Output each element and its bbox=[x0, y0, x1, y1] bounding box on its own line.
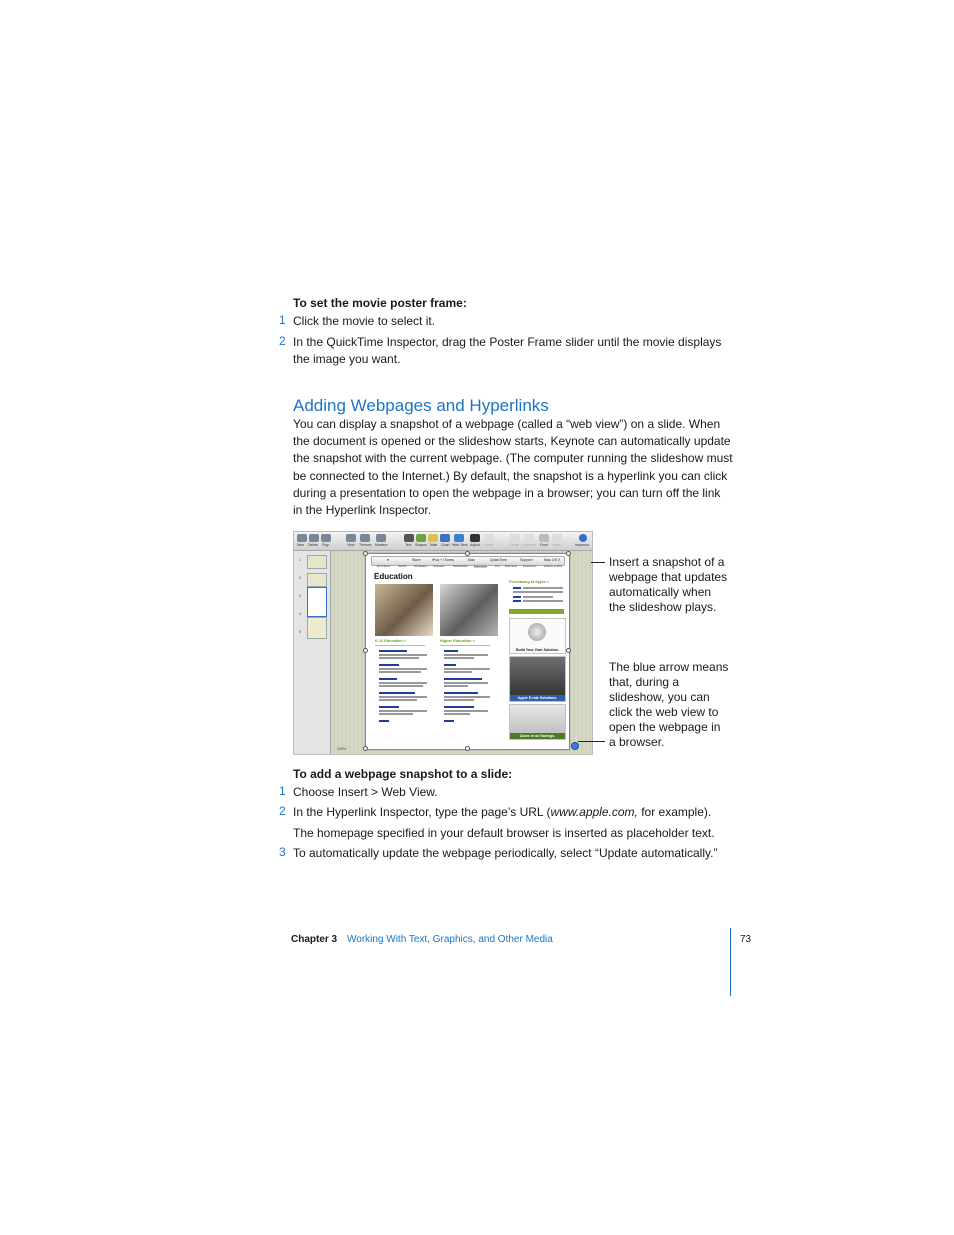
web-text bbox=[444, 699, 474, 701]
toolbar-label: Text bbox=[405, 543, 412, 547]
page-number: 73 bbox=[740, 934, 752, 945]
footer-chapter-title: Working With Text, Graphics, and Other Media bbox=[347, 934, 553, 945]
apple-icon: ● bbox=[387, 558, 390, 562]
new-icon[interactable] bbox=[297, 534, 307, 542]
web-text bbox=[444, 710, 488, 712]
ad-erate[interactable] bbox=[509, 656, 566, 702]
slide-thumbnail[interactable] bbox=[307, 555, 327, 569]
ungroup-icon[interactable] bbox=[524, 534, 534, 542]
k12-heading: K-12 Education > bbox=[375, 639, 406, 643]
nav-tab: Support bbox=[520, 558, 533, 562]
footer-chapter: Chapter 3 bbox=[291, 934, 338, 945]
web-text bbox=[379, 713, 413, 715]
table-icon[interactable] bbox=[428, 534, 438, 542]
group-icon[interactable] bbox=[510, 534, 520, 542]
nav-tab: Mac bbox=[468, 558, 475, 562]
resize-handle[interactable] bbox=[363, 648, 368, 653]
web-link[interactable] bbox=[379, 720, 389, 722]
slide-number: 2 bbox=[299, 575, 302, 580]
delete-icon[interactable] bbox=[309, 534, 319, 542]
subnav-item: Pro bbox=[495, 564, 500, 568]
ad-label: Apple E-rate Solutions. bbox=[510, 695, 565, 701]
step-number: 2 bbox=[279, 804, 286, 818]
ad-label: Build Your Own Solution. bbox=[516, 648, 559, 652]
view-icon[interactable] bbox=[346, 534, 356, 542]
web-text bbox=[444, 696, 490, 698]
mask-icon[interactable] bbox=[484, 534, 494, 542]
web-link[interactable] bbox=[444, 720, 454, 722]
web-text bbox=[444, 682, 488, 684]
web-subnav bbox=[371, 564, 563, 569]
step-note: The homepage specified in your default browser is inserted as placeholder text. bbox=[293, 826, 715, 840]
web-link[interactable] bbox=[513, 596, 521, 598]
ad-label: Zoom in on Savings. bbox=[510, 733, 565, 739]
text-icon[interactable] bbox=[404, 534, 414, 542]
themes-icon[interactable] bbox=[360, 534, 370, 542]
resize-handle[interactable] bbox=[566, 551, 571, 556]
web-text bbox=[444, 654, 488, 656]
web-text bbox=[379, 710, 427, 712]
toolbar-label: Play bbox=[322, 543, 329, 547]
nav-tab: Store bbox=[412, 558, 421, 562]
web-text bbox=[379, 685, 423, 687]
toolbar-label: Chart bbox=[441, 543, 450, 547]
divider bbox=[375, 645, 425, 646]
web-text bbox=[513, 591, 563, 593]
web-text bbox=[523, 596, 553, 598]
web-text bbox=[379, 696, 427, 698]
web-text bbox=[444, 657, 474, 659]
web-link[interactable] bbox=[444, 692, 478, 694]
higher-ed-photo bbox=[440, 584, 498, 636]
web-link[interactable] bbox=[444, 706, 474, 708]
poster-frame-heading: To set the movie poster frame: bbox=[293, 296, 467, 310]
divider bbox=[440, 645, 490, 646]
step-text-part: for example). bbox=[637, 805, 712, 819]
toolbar-label: Back bbox=[553, 543, 561, 547]
zoom-level[interactable]: 100% bbox=[337, 747, 346, 751]
subnav-item: Switch bbox=[398, 564, 407, 568]
nav-tab: iPod + iTunes bbox=[432, 558, 454, 562]
toolbar-label: Shapes bbox=[415, 543, 427, 547]
slide-navigator bbox=[294, 551, 331, 754]
footer-divider bbox=[730, 928, 731, 996]
step-text: In the QuickTime Inspector, drag the Poster Frame slider until the movie displays the image you want. bbox=[293, 335, 722, 366]
web-text bbox=[379, 668, 427, 670]
toolbar-label: Mask bbox=[485, 543, 494, 547]
toolbar-label: Adjust bbox=[470, 543, 480, 547]
ad-build-solution[interactable] bbox=[509, 618, 566, 654]
step-number: 2 bbox=[279, 334, 286, 348]
slide-number: 4 bbox=[299, 611, 302, 616]
web-link[interactable] bbox=[379, 664, 399, 666]
zoom-status bbox=[331, 746, 421, 754]
web-link[interactable] bbox=[513, 600, 521, 602]
subnav-item: Business bbox=[505, 564, 518, 568]
slide-thumbnail[interactable] bbox=[307, 617, 327, 639]
nav-tab: QuickTime bbox=[490, 558, 508, 562]
subnav-item: Where to Buy bbox=[544, 564, 563, 568]
web-text bbox=[379, 654, 427, 656]
web-view-callout: Insert a snapshot of a webpage that updates automatically when the slideshow plays. bbox=[609, 555, 728, 614]
toolbar bbox=[294, 532, 592, 551]
subnav-item: Made4Mac bbox=[453, 564, 468, 568]
web-text bbox=[379, 671, 421, 673]
masters-icon[interactable] bbox=[376, 534, 386, 542]
subnav-item: Developer bbox=[523, 564, 537, 568]
step-text: Choose Insert > Web View. bbox=[293, 785, 438, 799]
web-text bbox=[444, 671, 472, 673]
step-text: To automatically update the webpage periodically, select “Update automatically.” bbox=[293, 846, 718, 860]
web-view-icon[interactable] bbox=[454, 534, 464, 542]
toolbar-label: Themes bbox=[359, 543, 372, 547]
nav-tab: Mac OS X bbox=[544, 558, 561, 562]
web-page-heading: Education bbox=[374, 572, 413, 581]
intro-paragraph: You can display a snapshot of a webpage (called a “web view”) on a slide. When the document is opened or the slideshow starts, Keynote can automatically update the snapshot with the current webpage. (The computer running the slideshow must be connected to the Internet.) By default, the snapshot is a hyperlink you can click during a presentation to open the webpage in a browser; you can turn off the link in the Hyperlink Inspector. bbox=[293, 417, 733, 518]
adjust-icon[interactable] bbox=[470, 534, 480, 542]
step-text: Click the movie to select it. bbox=[293, 314, 436, 328]
green-promo-bar[interactable] bbox=[509, 609, 564, 614]
web-link[interactable] bbox=[379, 692, 415, 694]
web-text bbox=[444, 685, 468, 687]
back-icon[interactable] bbox=[552, 534, 562, 542]
blue-arrow-callout: The blue arrow means that, during a slideshow, you can click the web view to open the webpage in a browser. bbox=[609, 660, 729, 749]
resize-handle[interactable] bbox=[363, 551, 368, 556]
higher-ed-heading: Higher Education > bbox=[440, 639, 475, 643]
toolbar-label: Table bbox=[429, 543, 438, 547]
web-text bbox=[444, 668, 490, 670]
tools-icon bbox=[528, 623, 546, 641]
step-number: 3 bbox=[279, 845, 286, 859]
slide-thumbnail[interactable] bbox=[307, 573, 327, 587]
subnav-item: Software bbox=[433, 564, 445, 568]
web-text bbox=[523, 600, 563, 602]
play-icon[interactable] bbox=[321, 534, 331, 542]
callout-leader-line bbox=[591, 562, 605, 563]
toolbar-label: Ungroup bbox=[522, 543, 536, 547]
toolbar-label: Front bbox=[540, 543, 549, 547]
step-text bbox=[293, 804, 733, 821]
slide-number: 3 bbox=[299, 593, 302, 598]
toolbar-label: New bbox=[297, 543, 305, 547]
chart-icon[interactable] bbox=[440, 534, 450, 542]
slide-number: 5 bbox=[299, 629, 302, 634]
subnav-item: Hardware bbox=[414, 564, 428, 568]
subnav-item: Education bbox=[474, 564, 488, 568]
slide-thumbnail-selected[interactable] bbox=[307, 587, 327, 617]
callout-leader-line bbox=[578, 741, 605, 742]
front-icon[interactable] bbox=[539, 534, 549, 542]
add-snapshot-heading: To add a webpage snapshot to a slide: bbox=[293, 767, 513, 781]
web-text bbox=[523, 587, 563, 589]
toolbar-label: Masters bbox=[375, 543, 388, 547]
web-link[interactable] bbox=[513, 587, 521, 589]
toolbar-label: Delete bbox=[308, 543, 319, 547]
web-text bbox=[379, 657, 419, 659]
step-number: 1 bbox=[279, 784, 286, 798]
slide-number: 1 bbox=[299, 557, 302, 562]
web-link[interactable] bbox=[379, 678, 397, 680]
shapes-icon[interactable] bbox=[416, 534, 426, 542]
hyperlink-arrow-icon[interactable] bbox=[571, 742, 579, 750]
example-url: www.apple.com, bbox=[550, 805, 638, 819]
web-link[interactable] bbox=[444, 678, 482, 680]
web-link[interactable] bbox=[444, 664, 456, 666]
web-link[interactable] bbox=[444, 650, 458, 652]
toolbar-label: Inspector bbox=[575, 543, 590, 547]
web-text bbox=[444, 713, 470, 715]
toolbar-label: View bbox=[347, 543, 355, 547]
web-link[interactable] bbox=[379, 706, 399, 708]
toolbar-label: Group bbox=[509, 543, 519, 547]
web-text bbox=[379, 699, 417, 701]
step-number: 1 bbox=[279, 313, 286, 327]
toolbar-label: Web View bbox=[452, 543, 468, 547]
subnav-item: Hot News bbox=[377, 564, 391, 568]
section-title: Adding Webpages and Hyperlinks bbox=[293, 396, 549, 415]
web-text bbox=[379, 682, 427, 684]
slide-canvas bbox=[331, 551, 592, 754]
k12-photo bbox=[375, 584, 433, 636]
ad-zoom[interactable] bbox=[509, 704, 566, 740]
step-text-part: In the Hyperlink Inspector, type the page’s URL ( bbox=[293, 805, 551, 819]
resize-handle[interactable] bbox=[566, 648, 571, 653]
web-view[interactable] bbox=[365, 553, 570, 750]
resize-handle[interactable] bbox=[465, 746, 470, 751]
inspector-icon[interactable] bbox=[579, 534, 587, 542]
keynote-screenshot bbox=[293, 531, 593, 755]
web-link[interactable] bbox=[379, 650, 407, 652]
purchasing-heading: Purchasing at Apple > bbox=[509, 580, 549, 584]
